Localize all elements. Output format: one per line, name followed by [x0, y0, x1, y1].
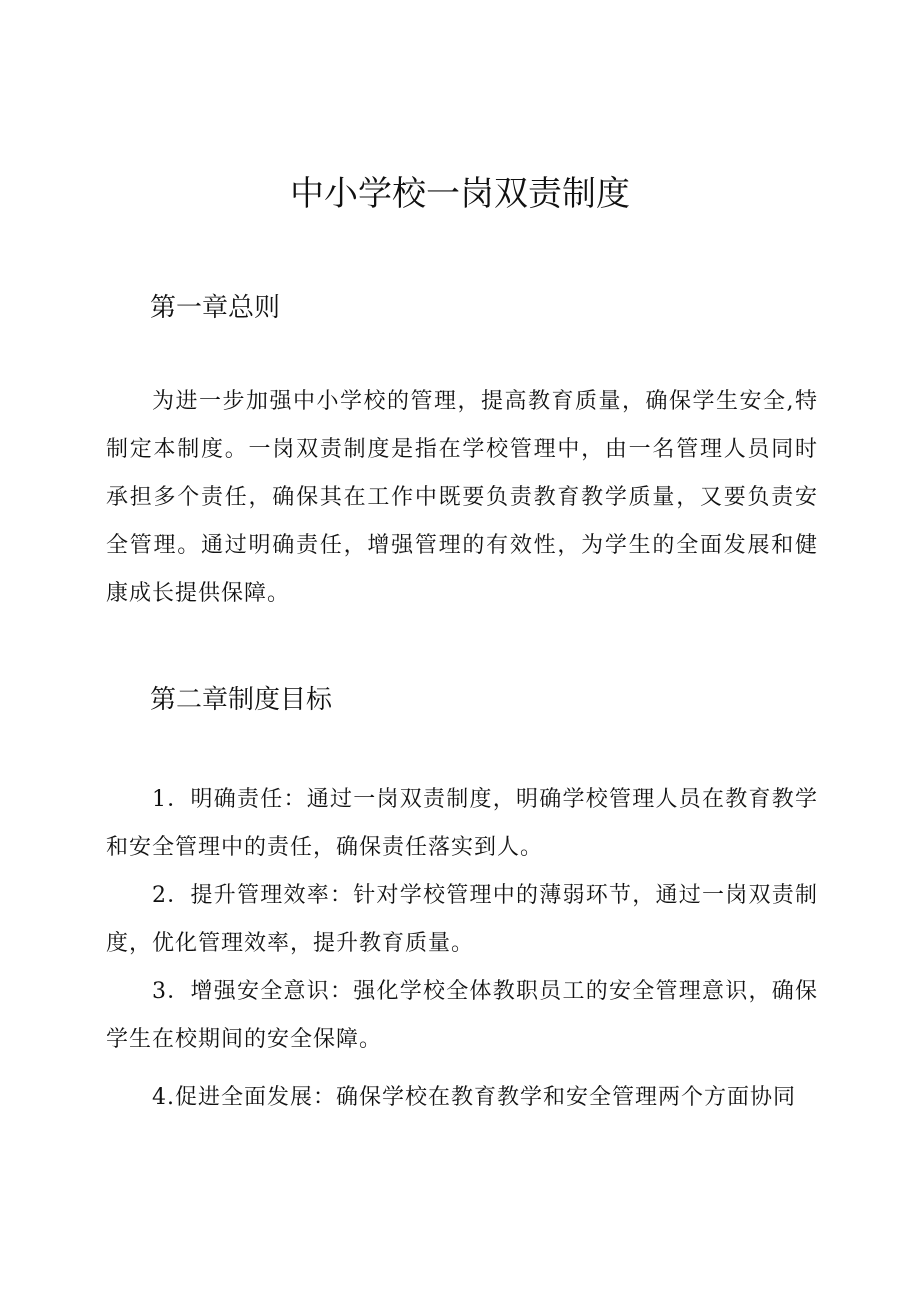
- goal-item-4: 4.促进全面发展：确保学校在教育教学和安全管理两个方面协同: [152, 1085, 796, 1110]
- goal-item-1: 1．明确责任：通过一岗双责制度，明确学校管理人员在教育教学和安全管理中的责任，确保责任落实到人。: [106, 787, 818, 860]
- chapter-1-heading: 第一章总则: [150, 293, 281, 323]
- goal-item-3: 3．增强安全意识：强化学校全体教职员工的安全管理意识，确保学生在校期间的安全保障。: [106, 979, 818, 1052]
- document-title: 中小学校一岗双责制度: [290, 174, 630, 214]
- goal-item-2: 2．提升管理效率：针对学校管理中的薄弱环节，通过一岗双责制度，优化管理效率，提升教育质量。: [106, 883, 818, 956]
- chapter-1-paragraph: 为进一步加强中小学校的管理，提高教育质量，确保学生安全,特制定本制度。一岗双责制度是指在学校管理中，由一名管理人员同时承担多个责任，确保其在工作中既要负责教育教学质量，又要负责安全管理。通过明确责任，增强管理的有效性，为学生的全面发展和健康成长提供保障。: [106, 389, 818, 606]
- chapter-2-heading: 第二章制度目标: [150, 685, 333, 715]
